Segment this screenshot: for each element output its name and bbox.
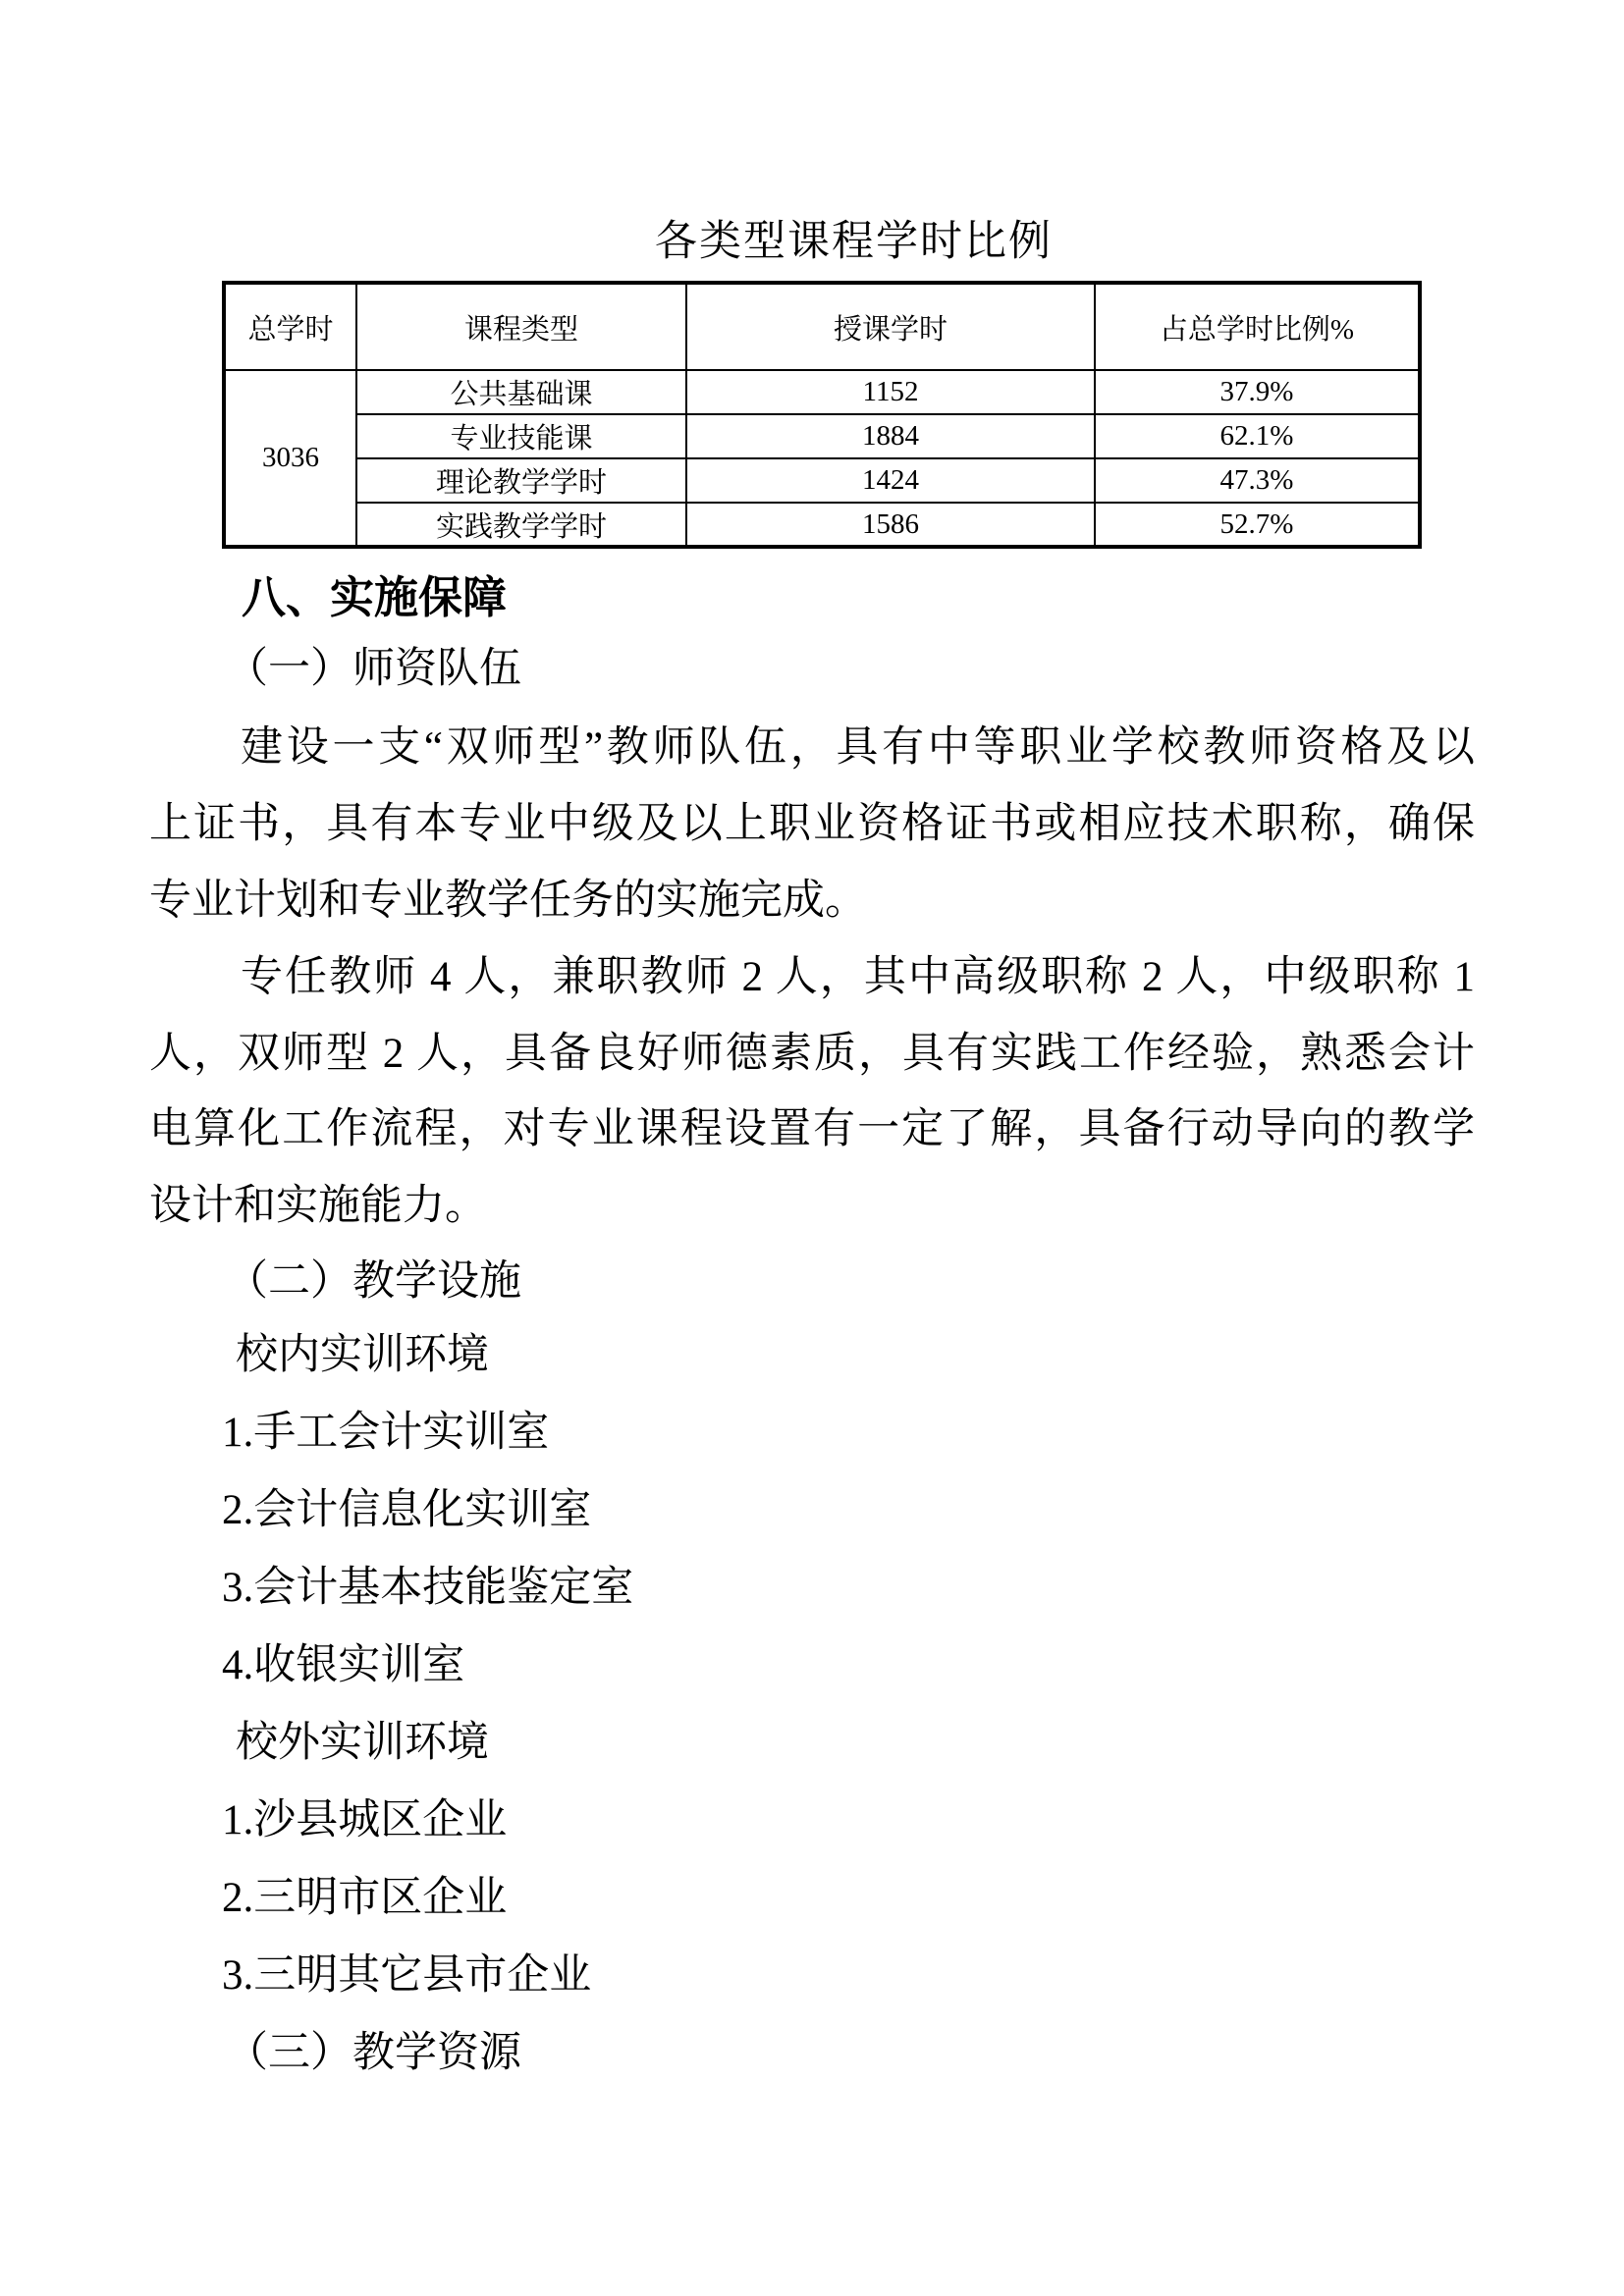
course-type-cell: 专业技能课: [356, 414, 686, 458]
course-type-cell: 理论教学学时: [356, 458, 686, 503]
list-label-on-campus: 校内实训环境: [236, 1332, 489, 1378]
header-teach-hours: 授课学时: [686, 283, 1095, 370]
list-item: 2.会计信息化实训室: [222, 1487, 592, 1533]
table-header-row: [224, 283, 1420, 370]
hours-cell: 1424: [686, 458, 1095, 503]
subsection-teacher-team: （一）师资队伍: [226, 646, 521, 692]
subsection-teaching-resources: （三）教学资源: [226, 2030, 521, 2076]
paragraph-line: 设计和实施能力。: [149, 1183, 487, 1229]
table-row: [224, 414, 1420, 458]
percent-cell: 62.1%: [1095, 414, 1420, 458]
paragraph-line: 人，双师型 2 人，具备良好师德素质，具有实践工作经验，熟悉会计: [149, 1031, 1475, 1077]
list-item: 1.手工会计实训室: [222, 1410, 550, 1456]
list-item: 1.沙县城区企业: [222, 1797, 508, 1843]
header-total-hours: 总学时: [224, 283, 356, 370]
total-hours-cell: 3036: [224, 370, 356, 547]
course-hours-table: [222, 281, 1422, 549]
course-type-cell: 实践教学学时: [356, 503, 686, 547]
paragraph-line: 上证书，具有本专业中级及以上职业资格证书或相应技术职称，确保: [149, 801, 1475, 847]
paragraph-line: 专任教师 4 人，兼职教师 2 人，其中高级职称 2 人，中级职称 1: [241, 954, 1475, 1000]
table-row: [224, 370, 1420, 414]
course-type-cell: 公共基础课: [356, 370, 686, 414]
table-title: 各类型课程学时比例: [655, 219, 1053, 265]
list-item: 3.三明其它县市企业: [222, 1952, 592, 1999]
paragraph-line: 建设一支“双师型”教师队伍，具有中等职业学校教师资格及以: [241, 724, 1475, 771]
list-label-off-campus: 校外实训环境: [236, 1720, 489, 1766]
paragraph-line: 电算化工作流程，对专业课程设置有一定了解，具备行动导向的教学: [149, 1106, 1475, 1152]
hours-cell: 1884: [686, 414, 1095, 458]
header-percent: 占总学时比例%: [1095, 283, 1420, 370]
hours-cell: 1586: [686, 503, 1095, 547]
paragraph-line: 专业计划和专业教学任务的实施完成。: [149, 878, 867, 924]
list-item: 4.收银实训室: [222, 1642, 465, 1688]
list-item: 3.会计基本技能鉴定室: [222, 1565, 634, 1611]
subsection-teaching-facilities: （二）教学设施: [226, 1258, 521, 1305]
table-row: [224, 503, 1420, 547]
list-item: 2.三明市区企业: [222, 1875, 508, 1921]
table-row: [224, 458, 1420, 503]
percent-cell: 52.7%: [1095, 503, 1420, 547]
hours-cell: 1152: [686, 370, 1095, 414]
section-heading-implementation-guarantee: 八、实施保障: [242, 572, 508, 622]
percent-cell: 47.3%: [1095, 458, 1420, 503]
percent-cell: 37.9%: [1095, 370, 1420, 414]
header-course-type: 课程类型: [356, 283, 686, 370]
